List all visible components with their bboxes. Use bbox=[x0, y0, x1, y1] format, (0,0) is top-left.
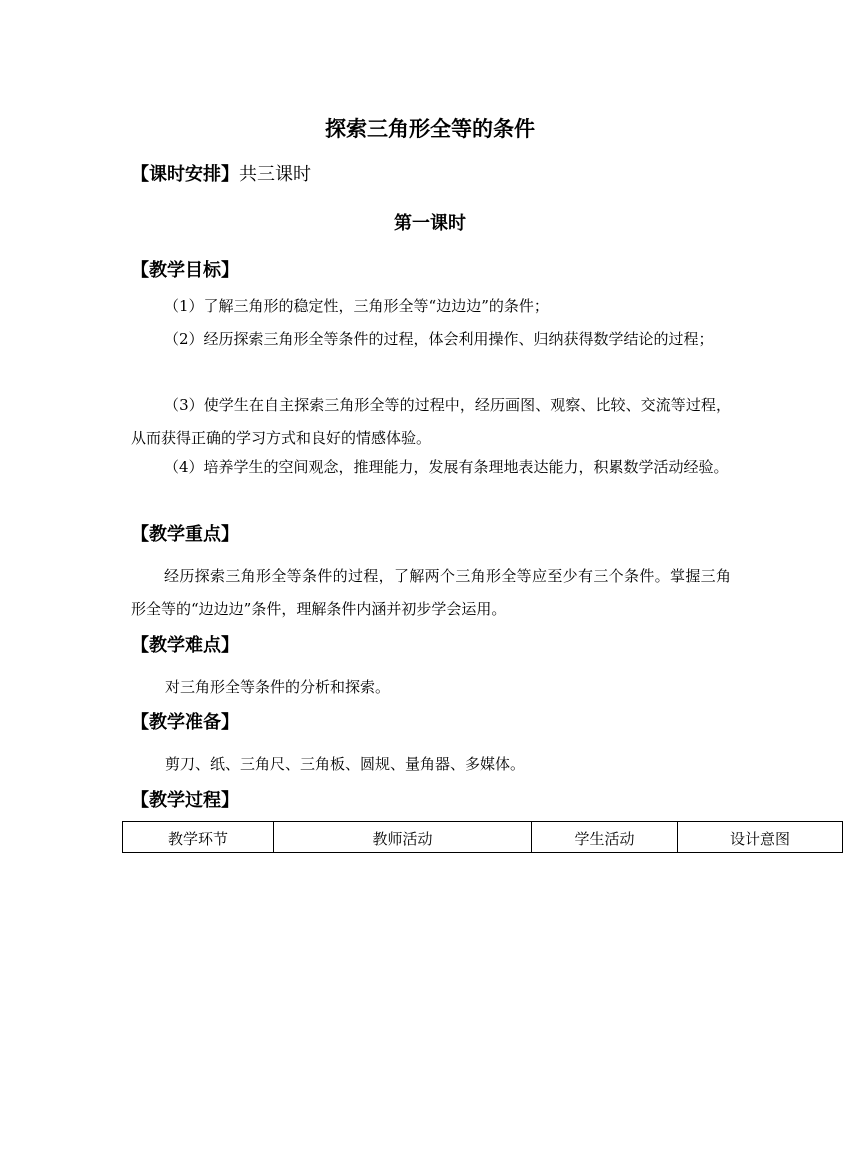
preparation-heading: 【教学准备】 bbox=[131, 712, 239, 733]
process-table bbox=[122, 821, 843, 853]
schedule-value: 共三课时 bbox=[239, 164, 311, 185]
key-points-text: 经历探索三角形全等条件的过程，了解两个三角形全等应至少有三个条件。掌握三角形全等的“边边边”条件，理解条件内涵并初步学会运用。 bbox=[131, 567, 731, 618]
schedule-line bbox=[131, 160, 311, 186]
objective-item-3: （3）使学生在自主探索三角形全等的过程中，经历画图、观察、比较、交流等过程，从而获得正确的学习方式和良好的情感体验。 bbox=[131, 396, 731, 447]
document-title: 探索三角形全等的条件 bbox=[325, 117, 535, 141]
process-column-stage: 教学环节 bbox=[123, 822, 274, 853]
schedule-label: 【课时安排】 bbox=[131, 164, 239, 185]
objective-item-4: （4）培养学生的空间观念，推理能力，发展有条理地表达能力，积累数学活动经验。 bbox=[164, 458, 729, 476]
process-column-student: 学生活动 bbox=[532, 822, 678, 853]
process-column-intent: 设计意图 bbox=[678, 822, 843, 853]
difficulties-text: 对三角形全等条件的分析和探索。 bbox=[165, 678, 391, 696]
key-points-heading: 【教学重点】 bbox=[131, 524, 239, 545]
lesson-title: 第一课时 bbox=[394, 213, 466, 234]
objectives-heading: 【教学目标】 bbox=[131, 260, 239, 281]
process-column-teacher: 教师活动 bbox=[274, 822, 532, 853]
objective-item-2: （2）经历探索三角形全等条件的过程，体会利用操作、归纳获得数学结论的过程； bbox=[164, 330, 714, 348]
difficulties-heading: 【教学难点】 bbox=[131, 635, 239, 656]
preparation-text: 剪刀、纸、三角尺、三角板、圆规、量角器、多媒体。 bbox=[165, 755, 526, 773]
process-table-header-row bbox=[123, 822, 843, 853]
objective-item-1: （1）了解三角形的稳定性，三角形全等“边边边”的条件； bbox=[164, 297, 549, 315]
process-heading: 【教学过程】 bbox=[131, 790, 239, 811]
